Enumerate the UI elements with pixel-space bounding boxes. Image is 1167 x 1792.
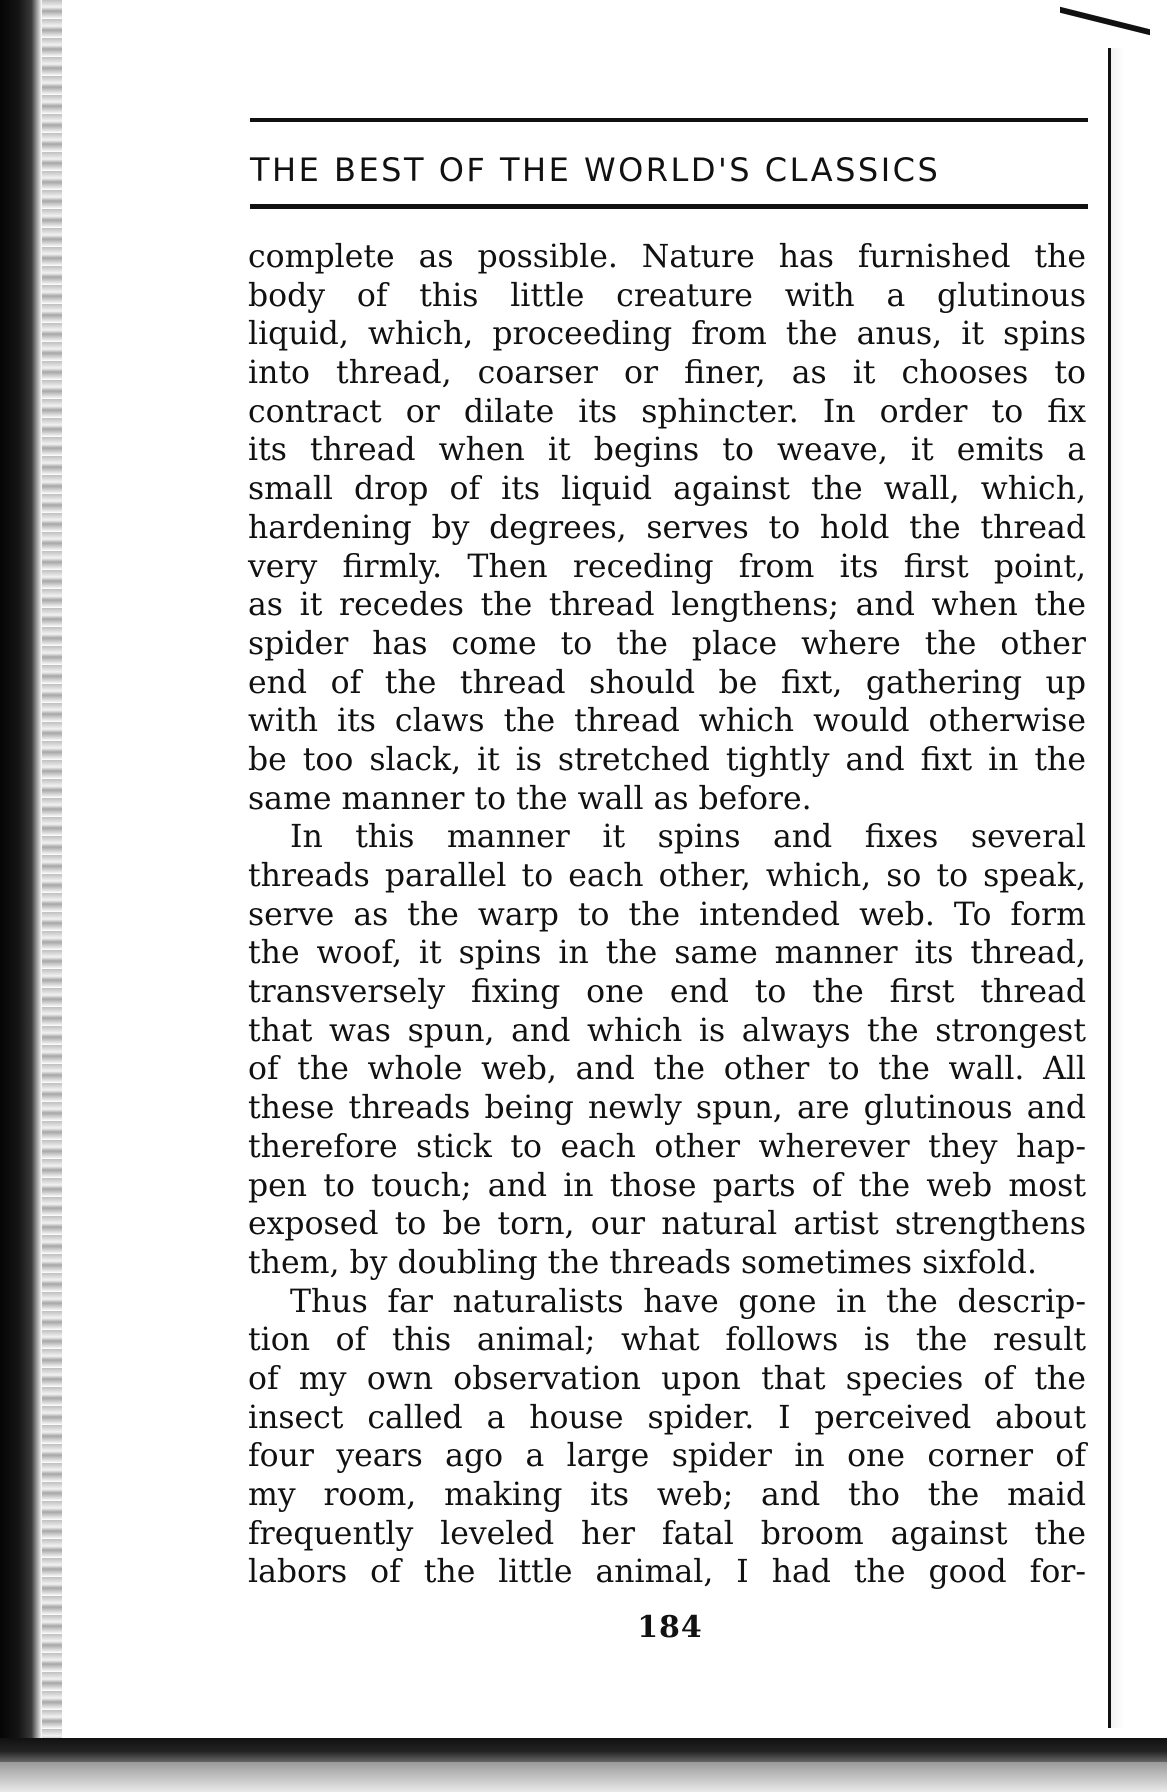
- page-corner: [1060, 7, 1150, 71]
- text-line: very firmly. Then receding from its first point,: [248, 548, 1086, 585]
- text-line: be too slack, it is stretched tightly and fixt in the: [248, 741, 1086, 778]
- text-line: threads parallel to each other, which, so to speak,: [248, 858, 1086, 894]
- text-line: into thread, coarser or finer, as it chooses to: [248, 355, 1086, 392]
- text-line: with its claws the thread which would otherwise: [248, 703, 1086, 740]
- text-line: of the whole web, and the other to the wall. All: [248, 1051, 1086, 1088]
- text-line: therefore stick to each other wherever they hap-: [248, 1128, 1086, 1165]
- text-line: contract or dilate its sphincter. In order to fix: [248, 393, 1086, 430]
- text-line: tion of this animal; what follows is the result: [248, 1322, 1086, 1359]
- page-number: 184: [637, 1610, 703, 1645]
- text-line: insect called a house spider. I perceived about: [248, 1399, 1086, 1436]
- text-line: its thread when it begins to weave, it emits a: [248, 432, 1086, 469]
- header-rule-bottom: [250, 204, 1088, 209]
- paragraph: [248, 1283, 1086, 1593]
- paragraph: [248, 238, 1086, 818]
- text-line: exposed to be torn, our natural artist strengthens: [248, 1206, 1086, 1243]
- text-line: frequently leveled her fatal broom against the: [248, 1515, 1086, 1552]
- book-binding-shadow: [0, 0, 42, 1792]
- text-line: of my own observation upon that species of the: [248, 1360, 1086, 1397]
- text-line: as it recedes the thread lengthens; and when the: [248, 587, 1086, 624]
- text-line: Thus far naturalists have gone in the descrip-: [290, 1283, 1086, 1320]
- page-edge: [1108, 48, 1125, 1728]
- binding-gutter: [42, 0, 62, 1792]
- text-line: complete as possible. Nature has furnished the: [248, 239, 1086, 275]
- text-line: spider has come to the place where the other: [248, 625, 1086, 662]
- header-rule-top: [250, 118, 1088, 122]
- text-line: my room, making its web; and tho the maid: [248, 1477, 1086, 1513]
- text-line: end of the thread should be fixt, gathering up: [248, 664, 1086, 701]
- text-line: liquid, which, proceeding from the anus, it spins: [248, 316, 1086, 353]
- text-line: pen to touch; and in those parts of the web most: [248, 1167, 1086, 1204]
- text-line: transversely fixing one end to the first thread: [248, 974, 1086, 1011]
- text-line: the woof, it spins in the same manner its thread,: [248, 935, 1086, 972]
- text-line: these threads being newly spun, are glutinous and: [248, 1090, 1086, 1127]
- running-head: THE BEST OF THE WORLD'S CLASSICS: [250, 151, 941, 189]
- text-line: hardening by degrees, serves to hold the thread: [248, 509, 1086, 546]
- bottom-shadow: [0, 1762, 1167, 1792]
- text-line: four years ago a large spider in one corner of: [248, 1438, 1086, 1475]
- text-line: small drop of its liquid against the wall, which,: [248, 471, 1086, 508]
- paragraph: [248, 818, 1086, 1282]
- text-line: serve as the warp to the intended web. To form: [248, 896, 1086, 933]
- text-line: same manner to the wall as before.: [248, 780, 812, 817]
- text-line: them, by doubling the threads sometimes sixfold.: [248, 1244, 1037, 1281]
- text-line: labors of the little animal, I had the good for-: [248, 1554, 1086, 1591]
- text-line: that was spun, and which is always the strongest: [248, 1012, 1086, 1049]
- text-line: In this manner it spins and fixes several: [290, 819, 1086, 856]
- text-line: body of this little creature with a glutinous: [248, 277, 1086, 314]
- body-text: [248, 238, 1086, 1592]
- bottom-page-edge: [0, 1738, 1167, 1762]
